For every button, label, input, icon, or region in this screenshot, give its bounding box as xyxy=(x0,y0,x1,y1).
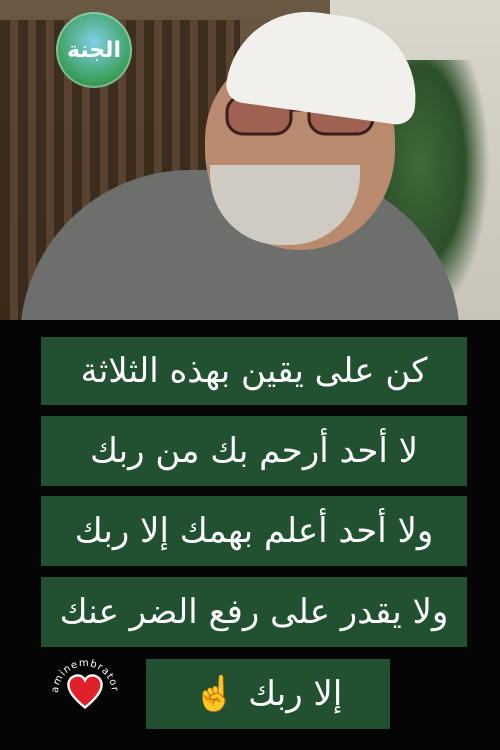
logo-text: الجنة xyxy=(67,37,121,63)
text-line-5 xyxy=(146,659,390,729)
text-line-3: ولا أحد أعلم بهمك إلا ربك xyxy=(41,496,467,566)
text-line-1: كن على يقين بهذه الثلاثة xyxy=(41,337,467,405)
text-line-2: لا أحد أرحم بك من ربك xyxy=(41,416,467,486)
portrait-photo xyxy=(0,0,500,320)
channel-logo xyxy=(56,12,132,88)
watermark-text: aminembrator xyxy=(50,658,120,694)
heart-icon xyxy=(66,673,104,711)
last-line-text: إلا ربك xyxy=(248,674,343,714)
text-line-4: ولا يقدر على رفع الضر عنك xyxy=(41,577,467,647)
pointing-finger-icon: ☝ xyxy=(193,674,237,714)
